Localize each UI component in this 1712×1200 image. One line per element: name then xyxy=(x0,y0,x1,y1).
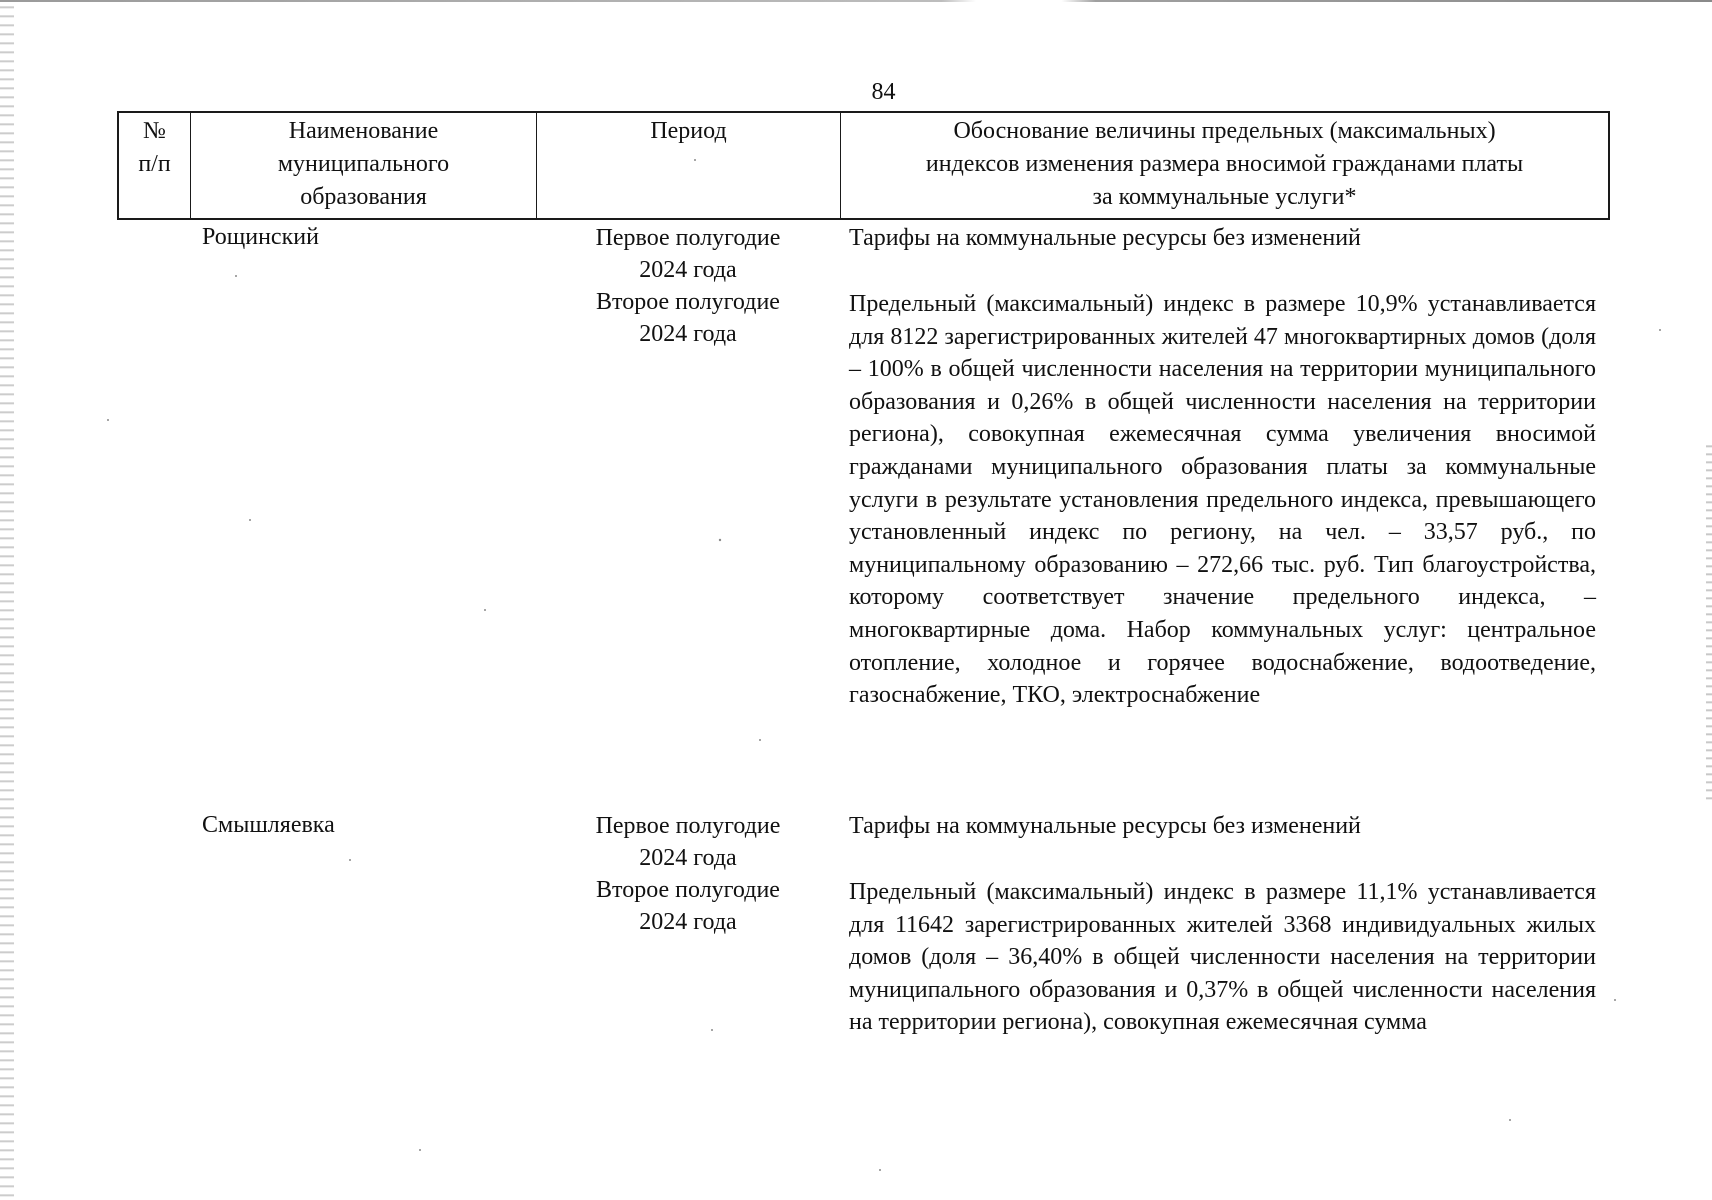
period-cell xyxy=(560,810,816,874)
header-col-period xyxy=(537,113,841,218)
header-col-municipality xyxy=(191,113,537,218)
period-line1: Второе полугодие xyxy=(596,289,780,315)
period-cell xyxy=(560,286,816,350)
header-col-municipality-line3: образования xyxy=(300,184,427,210)
scan-edge-right xyxy=(1706,440,1712,800)
period-cell xyxy=(560,222,816,286)
municipality-name: Смышляевка xyxy=(202,812,335,838)
period-cell xyxy=(560,874,816,938)
header-col-justification-line2: индексов изменения размера вносимой гражданами платы xyxy=(925,151,1524,177)
period-line1: Первое полугодие xyxy=(595,225,781,251)
scan-edge-left xyxy=(0,0,14,1200)
header-col-number-line2: п/п xyxy=(138,151,171,177)
period-line1: Первое полугодие xyxy=(595,813,781,839)
justification-text: Тарифы на коммунальные ресурсы без изменений xyxy=(849,225,1361,251)
header-col-number-line1: № xyxy=(143,118,166,144)
period-line2: 2024 года xyxy=(639,321,737,347)
justification-text: Предельный (максимальный) индекс в размере 11,1% устанавливается для 11642 зарегистрированных жителей 3368 индивидуальных жилых домов (доля – 36,40% в общей численности населения на территории муниципального образования и 0,37% в общей численности населения на территории региона), совокупная ежемесячная сумма xyxy=(849,879,1596,1036)
period-line1: Второе полугодие xyxy=(596,877,780,903)
header-col-municipality-line1: Наименование xyxy=(288,118,439,144)
period-line2: 2024 года xyxy=(639,845,737,871)
header-col-period-label: Период xyxy=(650,118,727,144)
justification-text: Предельный (максимальный) индекс в размере 10,9% устанавливается для 8122 зарегистрированных жителей 47 многоквартирных домов (доля – 100% в общей численности населения на территории муниципального образования и 0,26% в общей численности населения на территории региона), совокупная ежемесячная сумма увеличения вносимой гражданами муниципального образования платы за коммунальные услуги в результате установления предельного индекса, превышающего установленный индекс по региону, на чел. – 33,57 руб., по муниципальному образованию – 272,66 тыс. руб. Тип благоустройства, которому соответствует значение предельного индекса, – многоквартирные дома. Набор коммунальных услуг: центральное отопление, холодное и горячее водоснабжение, водоотведение, газоснабжение, ТКО, электроснабжение xyxy=(849,291,1596,709)
scan-edge-top xyxy=(0,0,1712,2)
period-line2: 2024 года xyxy=(639,909,737,935)
header-col-number xyxy=(119,113,191,218)
header-col-justification-line3: за коммунальные услуги* xyxy=(1092,184,1357,210)
header-col-justification-line1: Обоснование величины предельных (максимальных) xyxy=(953,118,1496,144)
header-col-municipality-line2: муниципального xyxy=(277,151,450,177)
municipality-name: Рощинский xyxy=(202,224,319,250)
justification-text: Тарифы на коммунальные ресурсы без изменений xyxy=(849,813,1361,839)
period-line2: 2024 года xyxy=(639,257,737,283)
header-col-justification xyxy=(841,113,1608,218)
page-number: 84 xyxy=(871,79,896,105)
table-header xyxy=(117,111,1610,220)
